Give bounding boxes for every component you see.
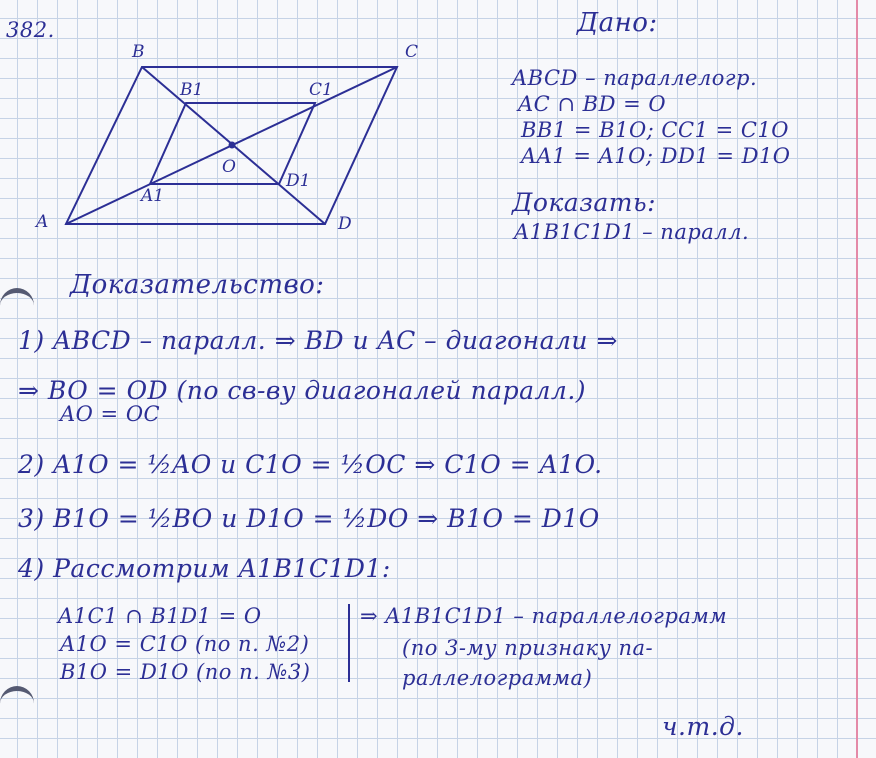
proof-header: Доказательство:	[70, 270, 325, 300]
given-line-4: AA1 = A1O; DD1 = D1O	[521, 144, 791, 168]
label-c: C	[405, 42, 419, 62]
label-d: D	[338, 214, 352, 234]
label-c1: C1	[309, 80, 333, 100]
given-header: Дано:	[577, 8, 658, 38]
given-line-3: BB1 = B1O; CC1 = C1O	[521, 118, 790, 142]
condition-3: B1O = D1O (по п. №3)	[60, 660, 311, 684]
label-b1: B1	[180, 80, 204, 100]
proof-step-1b: ⇒ BO = OD (по св-ву диагоналей паралл.)	[18, 376, 587, 405]
problem-number: 382.	[6, 18, 55, 42]
given-line-1: ABCD – параллелогр.	[512, 66, 758, 90]
conclusion-line-3: раллелограмма)	[402, 666, 593, 690]
condition-bracket	[348, 604, 350, 682]
proof-step-3: 3) B1O = ½BO и D1O = ½DO ⇒ B1O = D1O	[18, 504, 600, 533]
proof-step-2: 2) A1O = ½AO и C1O = ½OC ⇒ C1O = A1O.	[18, 450, 603, 479]
conclusion-line-2: (по 3-му признаку па-	[402, 636, 654, 660]
condition-1: A1C1 ∩ B1D1 = O	[58, 604, 262, 628]
label-a: A	[36, 212, 49, 232]
prove-line: A1B1C1D1 – паралл.	[514, 220, 750, 244]
given-line-2: AC ∩ BD = O	[518, 92, 667, 116]
qed-mark: ч.т.д.	[662, 712, 744, 741]
proof-step-4: 4) Рассмотрим A1B1C1D1:	[18, 554, 391, 583]
prove-header: Доказать:	[512, 188, 656, 217]
condition-2: A1O = C1O (по п. №2)	[60, 632, 310, 656]
label-d1: D1	[286, 171, 311, 191]
label-o: O	[222, 157, 236, 177]
label-a1: A1	[141, 186, 165, 206]
proof-step-1c: AO = OC	[60, 402, 161, 426]
conclusion-line-1: ⇒ A1B1C1D1 – параллелограмм	[360, 604, 728, 628]
label-b: B	[132, 42, 145, 62]
intersection-point-o	[229, 142, 236, 149]
proof-step-1a: 1) ABCD – паралл. ⇒ BD и AC – диагонали ⇒	[18, 326, 618, 355]
